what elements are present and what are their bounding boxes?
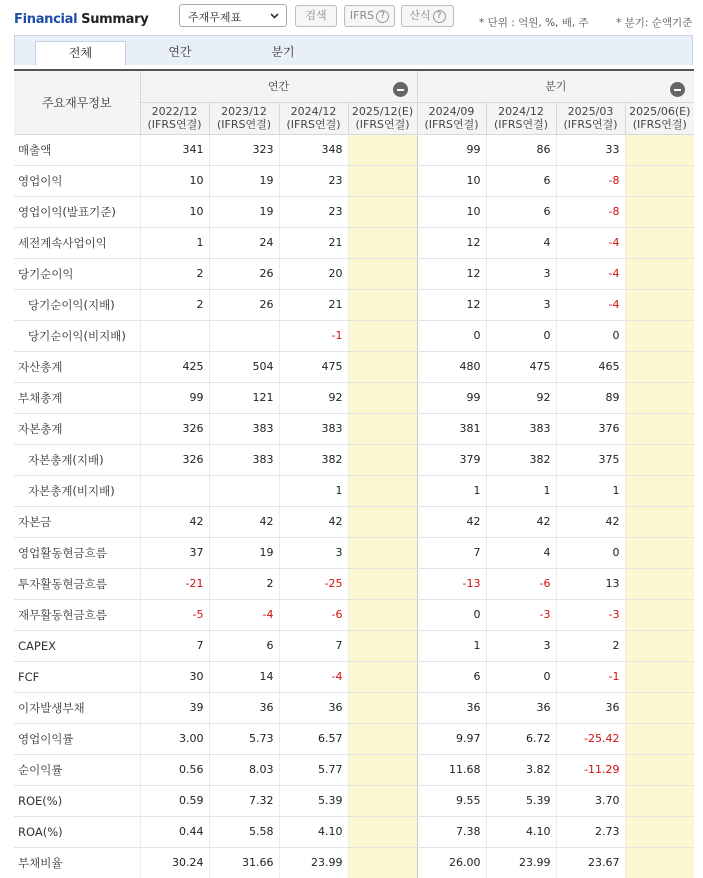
- formula-button[interactable]: [401, 5, 454, 27]
- value-cell: 36: [486, 692, 556, 723]
- value-cell: [348, 754, 417, 785]
- value-cell: 42: [140, 506, 209, 537]
- value-cell: [348, 630, 417, 661]
- table-row: [14, 506, 694, 537]
- value-cell: -4: [556, 227, 625, 258]
- value-cell: 24: [209, 227, 279, 258]
- value-cell: [625, 227, 694, 258]
- table-row: [14, 227, 694, 258]
- value-cell: [348, 785, 417, 816]
- value-cell: 7: [279, 630, 348, 661]
- value-cell: 5.73: [209, 723, 279, 754]
- period-date: 2025/06(E): [629, 105, 691, 118]
- value-cell: 9.97: [417, 723, 486, 754]
- value-cell: [348, 258, 417, 289]
- value-cell: 10: [417, 165, 486, 196]
- title-summary: Summary: [81, 12, 149, 27]
- table-row: [14, 630, 694, 661]
- row-label: 자본총계(지배): [14, 444, 140, 475]
- value-cell: 23: [279, 165, 348, 196]
- table-row: [14, 816, 694, 847]
- table-row: [14, 134, 694, 165]
- value-cell: 11.68: [417, 754, 486, 785]
- table-row: [14, 196, 694, 227]
- table-row: [14, 537, 694, 568]
- value-cell: 4: [486, 227, 556, 258]
- value-cell: 26: [209, 258, 279, 289]
- value-cell: 36: [556, 692, 625, 723]
- value-cell: [625, 289, 694, 320]
- financial-summary-table: [14, 69, 694, 878]
- value-cell: [348, 692, 417, 723]
- period-date: 2025/03: [567, 105, 614, 118]
- value-cell: [625, 785, 694, 816]
- value-cell: 36: [279, 692, 348, 723]
- table-row: [14, 320, 694, 351]
- value-cell: 0: [417, 320, 486, 351]
- row-label: 자본총계: [14, 413, 140, 444]
- value-cell: 39: [140, 692, 209, 723]
- period-basis: (IFRS연결): [424, 118, 479, 131]
- value-cell: [625, 351, 694, 382]
- value-cell: 3: [279, 537, 348, 568]
- value-cell: 21: [279, 289, 348, 320]
- value-cell: 5.39: [486, 785, 556, 816]
- value-cell: -3: [486, 599, 556, 630]
- value-cell: 4.10: [486, 816, 556, 847]
- row-label: 순이익률: [14, 754, 140, 785]
- row-label: 영업이익률: [14, 723, 140, 754]
- value-cell: 36: [417, 692, 486, 723]
- value-cell: 42: [556, 506, 625, 537]
- value-cell: -5: [140, 599, 209, 630]
- value-cell: 99: [417, 382, 486, 413]
- row-label: 당기순이익(비지배): [14, 320, 140, 351]
- value-cell: 23: [279, 196, 348, 227]
- value-cell: 10: [140, 165, 209, 196]
- table-row: [14, 692, 694, 723]
- value-cell: 4.10: [279, 816, 348, 847]
- value-cell: -4: [556, 289, 625, 320]
- period-header: [209, 102, 279, 134]
- statement-select-value: 주재무제표: [188, 11, 242, 24]
- value-cell: 9.55: [417, 785, 486, 816]
- value-cell: [348, 475, 417, 506]
- tab-annual[interactable]: 연간: [168, 45, 192, 59]
- row-label: 세전계속사업이익: [14, 227, 140, 258]
- value-cell: 348: [279, 134, 348, 165]
- value-cell: [140, 475, 209, 506]
- ifrs-button[interactable]: [344, 5, 395, 27]
- value-cell: 425: [140, 351, 209, 382]
- value-cell: 7: [417, 537, 486, 568]
- value-cell: [348, 723, 417, 754]
- chevron-down-icon: [268, 9, 281, 22]
- value-cell: [625, 723, 694, 754]
- tab-all[interactable]: 전체: [35, 41, 126, 66]
- row-label: 자본총계(비지배): [14, 475, 140, 506]
- value-cell: 26.00: [417, 847, 486, 878]
- value-cell: 12: [417, 289, 486, 320]
- value-cell: 6.72: [486, 723, 556, 754]
- value-cell: 23.99: [486, 847, 556, 878]
- value-cell: 5.58: [209, 816, 279, 847]
- collapse-minus-icon[interactable]: [670, 82, 685, 97]
- period-date: 2024/12: [498, 105, 544, 118]
- value-cell: 23.99: [279, 847, 348, 878]
- value-cell: [348, 537, 417, 568]
- value-cell: 37: [140, 537, 209, 568]
- period-basis: (IFRS연결): [147, 118, 202, 131]
- table-row: [14, 661, 694, 692]
- value-cell: 12: [417, 258, 486, 289]
- value-cell: [348, 134, 417, 165]
- value-cell: 6: [486, 196, 556, 227]
- value-cell: 383: [209, 413, 279, 444]
- value-cell: 1: [556, 475, 625, 506]
- table-row: [14, 413, 694, 444]
- value-cell: 0: [486, 320, 556, 351]
- value-cell: 3.00: [140, 723, 209, 754]
- value-cell: 2: [140, 258, 209, 289]
- value-cell: [625, 754, 694, 785]
- table-row: [14, 754, 694, 785]
- value-cell: [625, 599, 694, 630]
- value-cell: 381: [417, 413, 486, 444]
- ifrs-label: IFRS: [349, 9, 375, 22]
- row-label: 재무활동현금흐름: [14, 599, 140, 630]
- value-cell: 475: [486, 351, 556, 382]
- value-cell: [625, 258, 694, 289]
- table-row: [14, 475, 694, 506]
- value-cell: 6: [209, 630, 279, 661]
- unit-note: * 단위 : 억원, %, 배, 주: [479, 17, 589, 29]
- value-cell: [348, 320, 417, 351]
- value-cell: -13: [417, 568, 486, 599]
- value-cell: -4: [279, 661, 348, 692]
- value-cell: 2: [209, 568, 279, 599]
- row-label: 영업이익(발표기준): [14, 196, 140, 227]
- formula-label: 산식: [409, 9, 431, 22]
- value-cell: 480: [417, 351, 486, 382]
- row-label: FCF: [14, 661, 140, 692]
- period-date: 2025/12(E): [351, 105, 414, 118]
- value-cell: [348, 506, 417, 537]
- value-cell: 465: [556, 351, 625, 382]
- value-cell: 19: [209, 165, 279, 196]
- value-cell: 383: [279, 413, 348, 444]
- value-cell: 6.57: [279, 723, 348, 754]
- row-label: 영업이익: [14, 165, 140, 196]
- title-financial: Financial: [14, 12, 78, 27]
- period-tabs: [14, 35, 693, 65]
- value-cell: 19: [209, 196, 279, 227]
- value-cell: [348, 599, 417, 630]
- period-basis: (IFRS연결): [355, 118, 410, 131]
- value-cell: 6: [417, 661, 486, 692]
- value-cell: [348, 847, 417, 878]
- value-cell: 42: [417, 506, 486, 537]
- value-cell: 5.77: [279, 754, 348, 785]
- value-cell: [348, 165, 417, 196]
- value-cell: 23.67: [556, 847, 625, 878]
- value-cell: -25: [279, 568, 348, 599]
- value-cell: 2.73: [556, 816, 625, 847]
- value-cell: 30.24: [140, 847, 209, 878]
- row-label: ROA(%): [14, 816, 140, 847]
- period-header: [140, 102, 209, 134]
- value-cell: 7.38: [417, 816, 486, 847]
- help-icon: ?: [376, 10, 389, 23]
- row-label: 자산총계: [14, 351, 140, 382]
- value-cell: 326: [140, 444, 209, 475]
- row-label: 영업활동현금흐름: [14, 537, 140, 568]
- table-row: [14, 847, 694, 878]
- value-cell: 382: [486, 444, 556, 475]
- value-cell: 86: [486, 134, 556, 165]
- period-date: 2022/12: [151, 105, 198, 118]
- value-cell: 31.66: [209, 847, 279, 878]
- value-cell: -8: [556, 165, 625, 196]
- period-basis: (IFRS연결): [563, 118, 618, 131]
- period-basis: (IFRS연결): [493, 118, 549, 131]
- value-cell: [625, 382, 694, 413]
- value-cell: [209, 475, 279, 506]
- row-label: 투자활동현금흐름: [14, 568, 140, 599]
- value-cell: -6: [486, 568, 556, 599]
- value-cell: 13: [556, 568, 625, 599]
- value-cell: 1: [279, 475, 348, 506]
- period-header: [279, 102, 348, 134]
- value-cell: 42: [279, 506, 348, 537]
- value-cell: -1: [556, 661, 625, 692]
- value-cell: 21: [279, 227, 348, 258]
- value-cell: 376: [556, 413, 625, 444]
- value-cell: 20: [279, 258, 348, 289]
- value-cell: [348, 568, 417, 599]
- row-label: 매출액: [14, 134, 140, 165]
- value-cell: [625, 661, 694, 692]
- value-cell: 3: [486, 258, 556, 289]
- table-row: [14, 382, 694, 413]
- search-button[interactable]: 검색: [295, 5, 337, 27]
- header-bar: [0, 0, 703, 34]
- row-label: CAPEX: [14, 630, 140, 661]
- value-cell: [625, 196, 694, 227]
- value-cell: 121: [209, 382, 279, 413]
- table-row: [14, 258, 694, 289]
- value-cell: [625, 165, 694, 196]
- value-cell: 36: [209, 692, 279, 723]
- value-cell: -11.29: [556, 754, 625, 785]
- value-cell: 92: [279, 382, 348, 413]
- value-cell: [625, 692, 694, 723]
- value-cell: 10: [417, 196, 486, 227]
- value-cell: [348, 816, 417, 847]
- value-cell: 326: [140, 413, 209, 444]
- value-cell: [348, 413, 417, 444]
- collapse-minus-icon[interactable]: [393, 82, 408, 97]
- value-cell: 0: [486, 661, 556, 692]
- value-cell: 26: [209, 289, 279, 320]
- value-cell: [140, 320, 209, 351]
- annual-group-header: [140, 70, 417, 102]
- value-cell: 42: [486, 506, 556, 537]
- value-cell: 0.59: [140, 785, 209, 816]
- table-row: [14, 785, 694, 816]
- value-cell: 1: [417, 475, 486, 506]
- value-cell: 323: [209, 134, 279, 165]
- table-row: [14, 599, 694, 630]
- value-cell: -1: [279, 320, 348, 351]
- row-label: 당기순이익: [14, 258, 140, 289]
- value-cell: [348, 382, 417, 413]
- page-title: [14, 12, 148, 27]
- period-header: [348, 102, 417, 134]
- financial-rows: [14, 134, 694, 878]
- annual-group-label: 연간: [267, 80, 290, 94]
- value-cell: 6: [486, 165, 556, 196]
- period-basis: (IFRS연결): [632, 118, 687, 131]
- table-row: [14, 723, 694, 754]
- value-cell: 383: [486, 413, 556, 444]
- table-row: [14, 351, 694, 382]
- statement-type-select[interactable]: [179, 4, 287, 27]
- table-row: [14, 568, 694, 599]
- value-cell: [625, 444, 694, 475]
- value-cell: [209, 320, 279, 351]
- value-cell: [625, 475, 694, 506]
- value-cell: 89: [556, 382, 625, 413]
- value-cell: 0.44: [140, 816, 209, 847]
- value-cell: [625, 537, 694, 568]
- value-cell: -8: [556, 196, 625, 227]
- value-cell: [348, 351, 417, 382]
- quarter-basis-note: * 분기: 순액기준: [616, 17, 693, 29]
- period-date: 2024/12: [290, 105, 337, 118]
- value-cell: 1: [140, 227, 209, 258]
- value-cell: 3.82: [486, 754, 556, 785]
- value-cell: [348, 196, 417, 227]
- value-cell: 5.39: [279, 785, 348, 816]
- value-cell: 3: [486, 289, 556, 320]
- help-icon: ?: [433, 10, 446, 23]
- period-header: [486, 102, 556, 134]
- quarter-group-header: [417, 70, 694, 102]
- value-cell: [625, 847, 694, 878]
- value-cell: 14: [209, 661, 279, 692]
- period-date: 2024/09: [428, 105, 475, 118]
- value-cell: 475: [279, 351, 348, 382]
- value-cell: -25.42: [556, 723, 625, 754]
- value-cell: 379: [417, 444, 486, 475]
- value-cell: [625, 413, 694, 444]
- value-cell: 30: [140, 661, 209, 692]
- row-label: 이자발생부채: [14, 692, 140, 723]
- value-cell: -3: [556, 599, 625, 630]
- value-cell: 99: [417, 134, 486, 165]
- value-cell: -4: [556, 258, 625, 289]
- value-cell: 2: [556, 630, 625, 661]
- value-cell: 42: [209, 506, 279, 537]
- row-label: 당기순이익(지배): [14, 289, 140, 320]
- period-header: [625, 102, 694, 134]
- row-label: 부채총계: [14, 382, 140, 413]
- value-cell: 33: [556, 134, 625, 165]
- period-basis: (IFRS연결): [216, 118, 272, 131]
- tab-quarterly[interactable]: 분기: [271, 45, 295, 59]
- value-cell: 382: [279, 444, 348, 475]
- value-cell: [625, 630, 694, 661]
- value-cell: 3: [486, 630, 556, 661]
- value-cell: 0: [417, 599, 486, 630]
- value-cell: 8.03: [209, 754, 279, 785]
- value-cell: 341: [140, 134, 209, 165]
- row-label-header: 주요재무정보: [14, 70, 140, 134]
- value-cell: 92: [486, 382, 556, 413]
- value-cell: 383: [209, 444, 279, 475]
- table-row: [14, 289, 694, 320]
- value-cell: 19: [209, 537, 279, 568]
- period-header: [556, 102, 625, 134]
- value-cell: 7.32: [209, 785, 279, 816]
- value-cell: 1: [486, 475, 556, 506]
- value-cell: [348, 289, 417, 320]
- value-cell: 2: [140, 289, 209, 320]
- row-label: 자본금: [14, 506, 140, 537]
- value-cell: 1: [417, 630, 486, 661]
- row-label: ROE(%): [14, 785, 140, 816]
- row-label: 부채비율: [14, 847, 140, 878]
- value-cell: 12: [417, 227, 486, 258]
- value-cell: 10: [140, 196, 209, 227]
- value-cell: 0: [556, 537, 625, 568]
- value-cell: [625, 134, 694, 165]
- value-cell: 375: [556, 444, 625, 475]
- table-row: [14, 165, 694, 196]
- value-cell: [348, 444, 417, 475]
- value-cell: [348, 661, 417, 692]
- period-header: [417, 102, 486, 134]
- quarter-group-label: 분기: [545, 80, 567, 94]
- value-cell: -21: [140, 568, 209, 599]
- value-cell: 504: [209, 351, 279, 382]
- value-cell: 4: [486, 537, 556, 568]
- value-cell: [625, 320, 694, 351]
- value-cell: 0: [556, 320, 625, 351]
- value-cell: -6: [279, 599, 348, 630]
- value-cell: -4: [209, 599, 279, 630]
- period-basis: (IFRS연결): [286, 118, 341, 131]
- value-cell: [348, 227, 417, 258]
- value-cell: 99: [140, 382, 209, 413]
- period-date: 2023/12: [221, 105, 267, 118]
- value-cell: 3.70: [556, 785, 625, 816]
- value-cell: 0.56: [140, 754, 209, 785]
- value-cell: 7: [140, 630, 209, 661]
- value-cell: [625, 506, 694, 537]
- table-row: [14, 444, 694, 475]
- value-cell: [625, 568, 694, 599]
- value-cell: [625, 816, 694, 847]
